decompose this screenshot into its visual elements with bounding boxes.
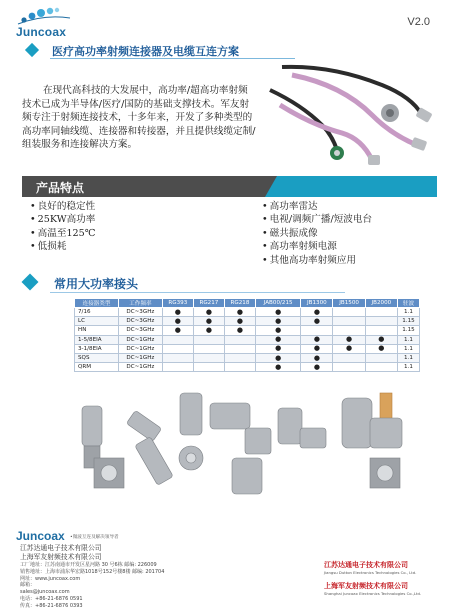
column-header: JB2000 xyxy=(365,299,397,308)
compatibility-cell xyxy=(224,353,255,362)
features-heading: 产品特点 xyxy=(36,181,85,195)
column-header: RG218 xyxy=(224,299,255,308)
connector-type-cell: 7/16 xyxy=(75,308,119,317)
company-name-cn: 江苏达通电子技术有限公司 xyxy=(324,561,408,569)
compatibility-cell xyxy=(162,363,193,372)
brand-logo xyxy=(14,6,74,40)
column-header: RG393 xyxy=(162,299,193,308)
compatibility-cell xyxy=(333,317,365,326)
diamond-bullet-icon xyxy=(24,42,40,58)
table-header-row xyxy=(75,299,420,308)
column-header: RG217 xyxy=(193,299,224,308)
compatibility-cell xyxy=(193,363,224,372)
features-header-accent xyxy=(286,176,437,197)
compatibility-cell xyxy=(365,308,397,317)
feature-item: • 低损耗 xyxy=(30,240,96,253)
compatibility-cell: ● xyxy=(193,317,224,326)
section-underline xyxy=(50,292,345,293)
compatibility-cell xyxy=(333,308,365,317)
applications-list xyxy=(262,200,372,267)
application-item: • 高功率雷达 xyxy=(262,200,372,213)
footer-company-1: 江苏达通电子技术有限公司 xyxy=(20,544,102,552)
connector-type-cell: SQS xyxy=(75,353,119,362)
compatibility-cell: ● xyxy=(365,335,397,344)
company-name-en: Jiangsu Dutton Electronics Technologies Co., Ltd. xyxy=(324,570,417,575)
compatibility-cell: ● xyxy=(162,326,193,335)
table-row xyxy=(75,344,420,353)
compatibility-cell: ● xyxy=(224,317,255,326)
vswr-cell: 1.1 xyxy=(397,335,419,344)
footer-sales-address: 销售地址：上海市浦东华宏路1018号152号楼8楼 邮编: 201704 xyxy=(20,568,165,575)
table-row xyxy=(75,363,420,372)
compatibility-cell xyxy=(365,326,397,335)
frequency-cell: DC~3GHz xyxy=(118,326,162,335)
footer-logo-text: Juncoax xyxy=(16,529,65,543)
table-row xyxy=(75,308,420,317)
footer-companies xyxy=(324,560,436,602)
frequency-cell: DC~3GHz xyxy=(118,317,162,326)
connectors-image xyxy=(70,388,424,510)
feature-item: • 良好的稳定性 xyxy=(30,200,96,213)
compatibility-cell: ● xyxy=(193,326,224,335)
page-title: 医疗高功率射频连接器及电缆互连方案 xyxy=(52,45,239,58)
compatibility-cell xyxy=(193,335,224,344)
footer-lines xyxy=(20,544,164,610)
compatibility-cell: ● xyxy=(301,335,333,344)
application-item: • 高功率射频电源 xyxy=(262,240,372,253)
connectors-section-header xyxy=(20,270,350,294)
compatibility-cell xyxy=(365,317,397,326)
connectors-heading: 常用大功率接头 xyxy=(54,277,139,291)
compatibility-cell xyxy=(162,335,193,344)
compatibility-cell xyxy=(333,353,365,362)
compatibility-cell: ● xyxy=(256,335,301,344)
connector-type-cell: 1-5/8EIA xyxy=(75,335,119,344)
compatibility-cell: ● xyxy=(256,353,301,362)
compatibility-cell: ● xyxy=(256,344,301,353)
compatibility-cell xyxy=(365,353,397,362)
compatibility-cell: ● xyxy=(256,317,301,326)
compatibility-cell xyxy=(162,344,193,353)
features-divider-icon xyxy=(265,176,286,197)
compatibility-cell: ● xyxy=(333,335,365,344)
vswr-cell: 1.1 xyxy=(397,344,419,353)
features-list xyxy=(30,200,96,254)
column-header: 工作频率 xyxy=(118,299,162,308)
version-label: V2.0 xyxy=(407,16,430,28)
vswr-cell: 1.1 xyxy=(397,363,419,372)
footer-email[interactable]: sales@juncoax.com xyxy=(20,589,70,596)
compatibility-cell xyxy=(162,353,193,362)
footer-company-2: 上海军友射频技术有限公司 xyxy=(20,553,102,561)
footer-fax: 传真：+86-21-6876 0393 xyxy=(20,602,83,609)
company-name-en: Shanghai Juncoax Electronics Technologies Co.,Ltd. xyxy=(324,591,422,596)
compatibility-cell xyxy=(193,353,224,362)
table-row xyxy=(75,326,420,335)
vswr-cell: 1.1 xyxy=(397,308,419,317)
features-header xyxy=(22,176,265,197)
compatibility-cell: ● xyxy=(162,317,193,326)
connector-type-cell: QRM xyxy=(75,363,119,372)
feature-item: • 高温至125℃ xyxy=(30,227,96,240)
connector-type-cell: 3-1/8EIA xyxy=(75,344,119,353)
compatibility-cell xyxy=(301,326,333,335)
column-header: JB1500 xyxy=(333,299,365,308)
connector-table xyxy=(74,298,420,372)
compatibility-cell xyxy=(224,344,255,353)
compatibility-cell xyxy=(224,335,255,344)
logo-text: Juncoax xyxy=(16,25,67,39)
compatibility-cell: ● xyxy=(301,353,333,362)
table-row xyxy=(75,353,420,362)
footer-phone: 电话：+86-21-6876 0591 xyxy=(20,595,83,602)
compatibility-cell xyxy=(333,326,365,335)
column-header: 连接器类型 xyxy=(75,299,119,308)
vswr-cell: 1.15 xyxy=(397,317,419,326)
logo-bubbles-icon xyxy=(14,6,74,26)
compatibility-cell xyxy=(193,344,224,353)
compatibility-cell: ● xyxy=(301,344,333,353)
compatibility-cell xyxy=(333,363,365,372)
compatibility-cell: ● xyxy=(256,363,301,372)
column-header: JB1300 xyxy=(301,299,333,308)
frequency-cell: DC~1GHz xyxy=(118,353,162,362)
table-row xyxy=(75,317,420,326)
footer-logo xyxy=(14,526,204,546)
vswr-cell: 1.1 xyxy=(397,353,419,362)
frequency-cell: DC~1GHz xyxy=(118,363,162,372)
vswr-cell: 1.15 xyxy=(397,326,419,335)
application-item: • 电视/调频广播/短波电台 xyxy=(262,213,372,226)
column-header: 驻波 xyxy=(397,299,419,308)
compatibility-cell: ● xyxy=(256,326,301,335)
compatibility-cell: ● xyxy=(301,317,333,326)
intro-paragraph: 在现代高科技的大发展中，高功率/超高功率射频技术已成为半导体/医疗/国防的基础支撑技术。军友射频专注于射频连接技术，十多年来，开发了多种类型的高功率同轴线缆、连接器和转接器，并且提供线缆定制/组装服务和连接解决方案。 xyxy=(22,85,256,151)
footer-email-label: 邮箱： xyxy=(20,582,36,589)
compatibility-cell: ● xyxy=(162,308,193,317)
feature-item: • 25KW高功率 xyxy=(30,213,96,226)
compatibility-cell: ● xyxy=(301,363,333,372)
compatibility-cell: ● xyxy=(224,326,255,335)
connector-type-cell: LC xyxy=(75,317,119,326)
compatibility-cell xyxy=(365,363,397,372)
application-item: • 磁共振成像 xyxy=(262,227,372,240)
compatibility-cell: ● xyxy=(256,308,301,317)
compatibility-cell: ● xyxy=(333,344,365,353)
application-item: • 其他高功率射频应用 xyxy=(262,254,372,267)
company-name-cn: 上海军友射频技术有限公司 xyxy=(324,582,408,590)
footer-factory-address: 工厂地址：江苏南通市开发区星河路 30 号6栋 邮编: 226009 xyxy=(20,562,157,568)
footer-website[interactable]: 网址：www.juncoax.com xyxy=(20,575,81,582)
diamond-bullet-icon xyxy=(20,272,40,292)
column-header: JAB00/215 xyxy=(256,299,301,308)
frequency-cell: DC~1GHz xyxy=(118,335,162,344)
cable-assemblies-image xyxy=(262,55,440,170)
footer-tagline: •微波互连及解决领导者 xyxy=(70,535,119,540)
compatibility-cell xyxy=(224,363,255,372)
compatibility-cell: ● xyxy=(301,308,333,317)
compatibility-cell: ● xyxy=(365,344,397,353)
frequency-cell: DC~3GHz xyxy=(118,308,162,317)
table-row xyxy=(75,335,420,344)
frequency-cell: DC~1GHz xyxy=(118,344,162,353)
compatibility-cell: ● xyxy=(224,308,255,317)
compatibility-cell: ● xyxy=(193,308,224,317)
connector-type-cell: HN xyxy=(75,326,119,335)
